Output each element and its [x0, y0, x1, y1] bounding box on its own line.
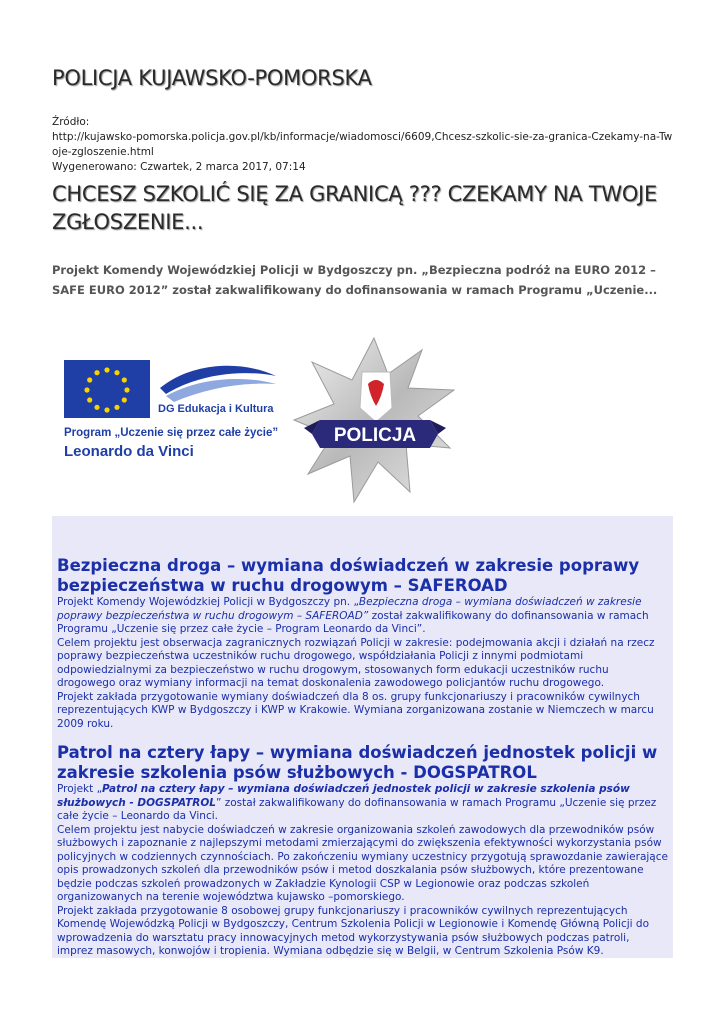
article-title: CHCESZ SZKOLIĆ SIĘ ZA GRANICĄ ??? CZEKAMY NA TWOJE ZGŁOSZENIE...: [52, 182, 657, 234]
section-plan: Projekt zakłada przygotowanie 8 osobowej grupy funkcjonariuszy i pracowników cywilnych reprezentujących Komendę Wojewódzką Policji w Bydgoszczy, Centrum Szkolenia Policji w Legionowie i Komendę Główną Policji do wprowadzenia do warsztatu pracy innowacyjnych metod wykorzystywania psów służbowych podczas patroli, imprez masowych, konwojów i tropienia. Wymiana odbędzie się w Belgii, w Centrum Szkolenia Psów K9.: [57, 904, 649, 957]
badge-ribbon-text: POLICJA: [333, 425, 417, 446]
source-label: Źródło:: [52, 116, 90, 128]
section-intro: Projekt Komendy Wojewódzkiej Policji w Bydgoszczy pn. „Bezpieczna droga – wymiana doświadczeń w zakresie poprawy bezpieczeństwa w ruchu drogowym – SAFEROAD” został zakwalifikowany do dofinansowania w ramach Programu „Uczenie się przez całe życie – Program Leonardo da Vinci”.: [57, 596, 649, 635]
eu-program-line2: Program „Uczenie się przez całe życie”: [64, 427, 279, 439]
section-heading: Bezpieczna droga – wymiana doświadczeń w zakresie poprawy bezpieczeństwa w ruchu drogowym – SAFEROAD: [57, 556, 640, 595]
source-url[interactable]: http://kujawsko-pomorska.policja.gov.pl/kb/informacje/wiadomosci/6609,Chcesz-szkolic-sie-za-granica-Czekamy-na-Twoje-zgloszenie.html: [52, 131, 673, 158]
eu-program-line3: Leonardo da Vinci: [64, 443, 194, 460]
section-heading: Patrol na cztery łapy – wymiana doświadczeń jednostek policji w zakresie szkolenia psów służbowych - DOGSPATROL: [57, 743, 658, 782]
article-lead: Projekt Komendy Wojewódzkiej Policji w Bydgoszczy pn. „Bezpieczna podróż na EURO 2012 – SAFE EURO 2012” został zakwalifikowany do dofinansowania w ramach Programu „Uczenie...: [52, 263, 658, 297]
section-intro: Projekt „Patrol na cztery łapy – wymiana doświadczeń jednostek policji w zakresie szkolenia psów służbowych - DOGSPATROL” został zakwalifikowany do dofinansowania w ramach Programu „Uczenie się przez całe życie – Leonardo da Vinci.: [57, 783, 657, 822]
eu-leonardo-logo: [62, 358, 282, 462]
content-box: [52, 516, 673, 958]
police-badge-logo: [290, 336, 458, 506]
section-goal: Celem projektu jest obserwacja zagranicznych rozwiązań Policji w zakresie: podejmowania akcji i działań na rzecz poprawy bezpieczeństwa uczestników ruchu drogowego, współdziałania Policji z innymi podmiotami odpowiedzialnymi za bezpieczeństwo w ruchu drogowym, stosowanych form edukacji uczestników ruchu drogowego oraz wymiany informacji na temat doskonalenia zawodowego policjantów ruchu drogowego.: [57, 636, 655, 689]
generated-timestamp: Wygenerowano: Czwartek, 2 marca 2017, 07:14: [52, 161, 306, 173]
source-meta: [52, 115, 677, 175]
swoosh-blue-icon: [160, 366, 276, 394]
site-title: POLICJA KUJAWSKO-POMORSKA: [52, 66, 372, 90]
eu-program-line1: DG Edukacja i Kultura: [158, 403, 274, 415]
section-goal: Celem projektu jest nabycie doświadczeń w zakresie organizowania szkoleń zawodowych dla przewodników psów służbowych i zapoznanie z najlepszymi metodami zmierzającymi do zwiększenia efektywności wykorzystania psów policyjnych w codziennych czynnościach. Po zakończeniu wymiany uczestnicy przygotują sprawozdanie zawierające opis prowadzonych szkoleń dla przewodników psów i metod doszkalania psów służbowych, które prezentowane będzie podczas szkoleń prowadzonych w Zakładzie Kynologii CSP w Legionowie oraz podczas szkoleń organizowanych na terenie województwa kujawsko –pomorskiego.: [57, 823, 668, 903]
section-plan: Projekt zakłada przygotowanie wymiany doświadczeń dla 8 os. grupy funkcjonariuszy i pracowników cywilnych reprezentujących KWP w Bydgoszczy i KWP w Krakowie. Wymiana zorganizowana zostanie w Niemczech w marcu 2009 roku.: [57, 690, 654, 730]
